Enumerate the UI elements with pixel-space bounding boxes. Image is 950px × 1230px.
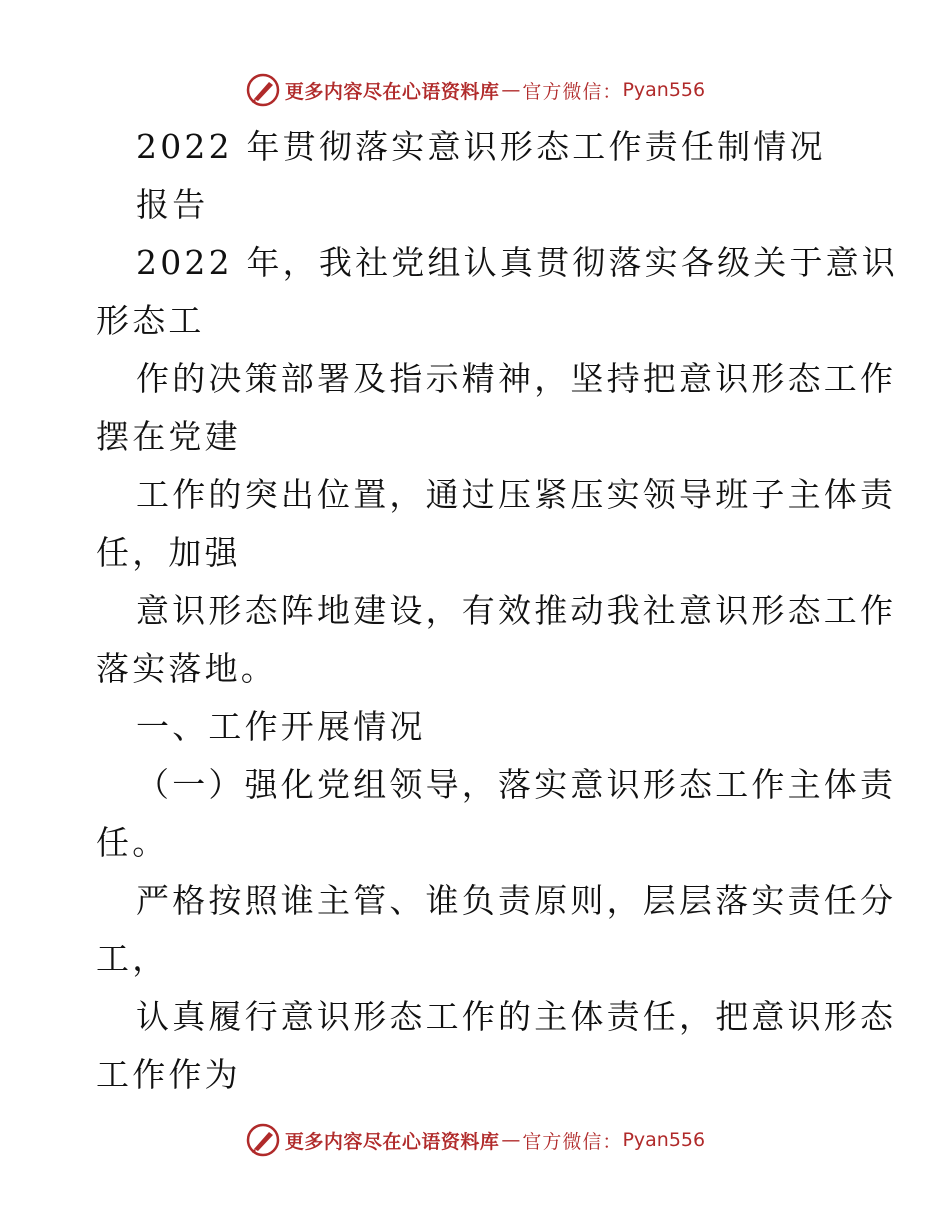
paragraph-line: 作的决策部署及指示精神，坚持把意识形态工作 <box>136 359 897 398</box>
banner-separator: — <box>501 79 521 101</box>
section-heading: 一、工作开展情况 <box>136 707 426 746</box>
paragraph-line: 严格按照谁主管、谁负责原则，层层落实责任分 <box>136 881 897 920</box>
paragraph-line: 认真履行意识形态工作的主体责任，把意识形态 <box>136 997 897 1036</box>
pen-logo-icon <box>245 1122 281 1158</box>
banner-wechat-id: Pyan556 <box>622 79 706 101</box>
footer-watermark-banner <box>0 1120 950 1160</box>
paragraph-line: 摆在党建 <box>96 417 241 456</box>
document-title: 2022 年贯彻落实意识形态工作责任制情况 <box>136 127 826 166</box>
subsection-heading-continued: 任。 <box>96 823 169 862</box>
paragraph-line: 2022 年，我社党组认真贯彻落实各级关于意识 <box>136 243 899 282</box>
paragraph-line: 形态工 <box>96 301 205 340</box>
banner-text: 更多内容尽在心语资料库 <box>284 80 500 103</box>
header-watermark-banner <box>0 70 950 110</box>
paragraph-line: 工， <box>96 939 169 978</box>
banner-text: 更多内容尽在心语资料库 <box>284 1130 500 1153</box>
paragraph-line: 工作的突出位置，通过压紧压实领导班子主体责 <box>136 475 897 514</box>
pen-logo-icon <box>245 72 281 108</box>
banner-wechat-label: 官方微信： <box>522 1130 623 1153</box>
paragraph-line: 落实落地。 <box>96 649 277 688</box>
document-content <box>96 118 899 1104</box>
paragraph-line: 工作作为 <box>96 1055 241 1094</box>
paragraph-line: 意识形态阵地建设，有效推动我社意识形态工作 <box>136 591 897 630</box>
banner-separator: — <box>501 1129 521 1151</box>
banner-wechat-label: 官方微信： <box>522 80 623 103</box>
subsection-heading: （一）强化党组领导，落实意识形态工作主体责 <box>136 765 897 804</box>
paragraph-line: 任，加强 <box>96 533 241 572</box>
document-title-continued: 报告 <box>136 185 209 224</box>
banner-wechat-id: Pyan556 <box>622 1129 706 1151</box>
